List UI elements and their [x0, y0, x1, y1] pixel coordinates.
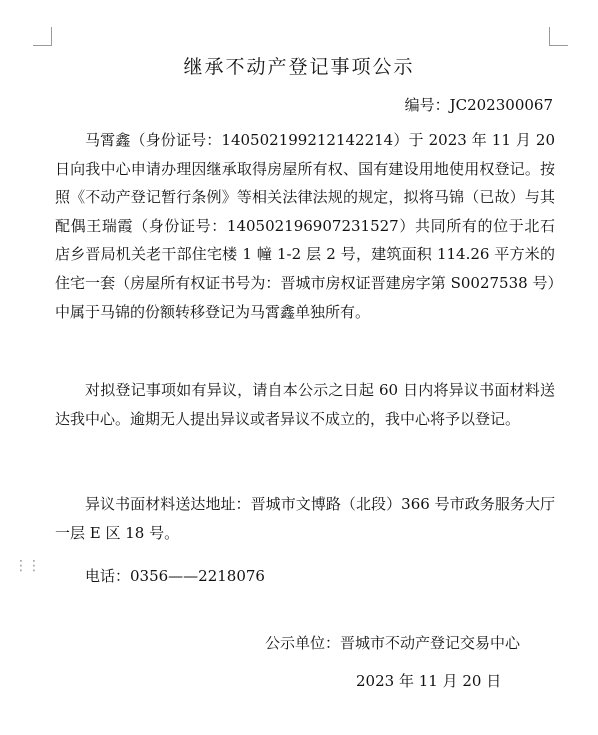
issue-date: 2023 年 11 月 20 日: [356, 672, 502, 690]
document-title: 继承不动产登记事项公示: [183, 56, 415, 78]
drag-handle-icon[interactable]: ⋮⋮: [14, 558, 40, 574]
crop-mark-top-left: [33, 27, 52, 46]
paragraph-notice: 马霄鑫（身份证号：140502199212142214）于 2023 年 11 月 20 日向我中心申请办理因继承取得房屋所有权、国有建设用地使用权登记。按照《不动产登记暂行条例》等相关法律法规的规定，拟将马锦（已故）与其配偶王瑞霞（身份证号：140502196907231527）共同所有的位于北石店乡晋局机关老干部住宅楼 1 幢 1-2 层 2 号，建筑面积 114.26 平方米的住宅一套（房屋所有权证书号为：晋城市房权证晋建房字第 S0027538 号）中属于马锦的份额转移登记为马霄鑫单独所有。: [55, 131, 555, 321]
document-number: 编号：JC202300067: [404, 96, 553, 114]
issuer-line: 公示单位：晋城市不动产登记交易中心: [265, 634, 521, 652]
paragraph-objection: 对拟登记事项如有异议，请自本公示之日起 60 日内将异议书面材料送达我中心。逾期无人提出异议或者异议不成立的，我中心将予以登记。: [55, 381, 555, 428]
paragraph-address: 异议书面材料送达地址：晋城市文博路（北段）366 号市政务服务大厅一层 E 区 18 号。: [55, 495, 555, 542]
paragraph-phone: 电话：0356——2218076: [85, 567, 265, 585]
crop-mark-top-right: [549, 27, 568, 46]
